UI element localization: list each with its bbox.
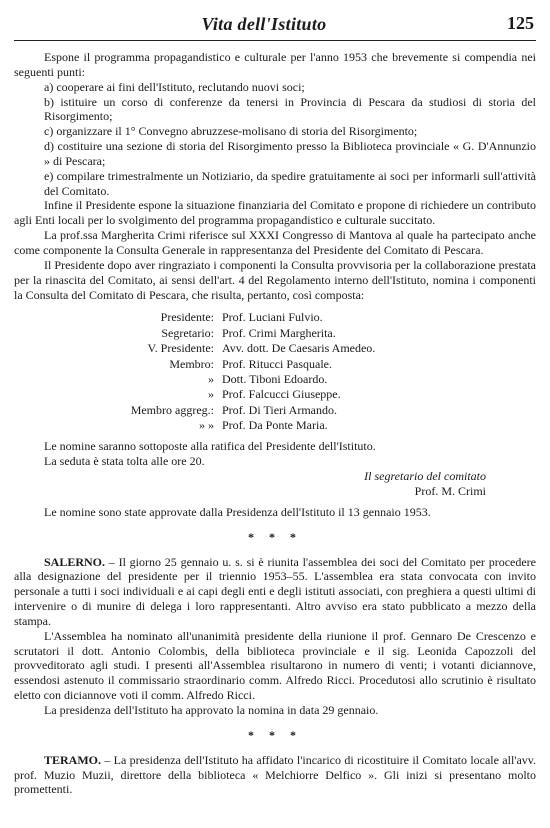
ratification-line: Le nomine saranno sottoposte alla ratifica del Presidente dell'Istituto. [44, 439, 376, 454]
finance-paragraph: Infine il Presidente espone la situazione finanziaria del Comitato e propone di richiedere un contributo agli Enti locali per lo svolgimento del programma propagandistico e culturale succitato. [14, 198, 536, 228]
program-point-b: b) istituire un corso di conferenze da tenersi in Provincia di Pescara da studiosi di storia del Risorgimento; [44, 94, 536, 124]
signature-role: Il segretario del comitato [364, 469, 486, 484]
intro-paragraph: Espone il programma propagandistico e culturale per l'anno 1953 che brevemente si compendia nei seguenti punti: [14, 50, 536, 79]
closing-line: La seduta è stata tolta alle ore 20. [44, 454, 205, 469]
header-rule [14, 40, 536, 41]
composition-role: Membro aggreg.: [130, 402, 214, 417]
consulta-paragraph: Il Presidente dopo aver ringraziato i componenti la Consulta provvisoria per la collaborazione prestata per la rinascita del Comitato, ai sensi dell'art. 4 del Regolamento interno dell'Istituto, nomina i componenti la Consulta del Comitato di Pescara, che risulta, pertanto, così composta: [14, 257, 536, 302]
salerno-paragraph [14, 555, 536, 629]
teramo-heading: TERAMO. [44, 752, 101, 767]
composition-name: Dott. Tiboni Edoardo. [222, 371, 328, 386]
program-point-e: e) compilare trimestralmente un Notiziario, da spedire gratuitamente ai soci per informarli sull'attività del Comitato. [44, 168, 536, 198]
program-point-a: a) cooperare ai fini dell'Istituto, reclutando nuovi soci; [44, 79, 305, 94]
header-title: Vita dell'Istituto [201, 14, 327, 34]
salerno-heading: SALERNO. [44, 554, 106, 569]
composition-list [14, 310, 536, 433]
program-point-c: c) organizzare il 1° Convegno abruzzese-molisano di storia del Risorgimento; [44, 124, 418, 139]
composition-name: Prof. Di Tieri Armando. [222, 402, 338, 417]
composition-row [14, 372, 536, 387]
composition-row [14, 357, 536, 372]
composition-name: Prof. Crimi Margherita. [222, 325, 336, 340]
composition-role: » » [199, 418, 214, 433]
composition-role: Membro: [169, 356, 214, 371]
composition-row [14, 418, 536, 433]
signature-block [14, 469, 536, 499]
composition-role: » [208, 371, 214, 386]
composition-name: Prof. Ritucci Pasquale. [222, 356, 332, 371]
composition-row [14, 403, 536, 418]
composition-role: » [208, 387, 214, 402]
composition-name: Avv. dott. De Caesaris Amedeo. [222, 341, 376, 356]
section-separator: * * * [248, 529, 302, 544]
signature-name: Prof. M. Crimi [414, 484, 486, 498]
teramo-text: – La presidenza dell'Istituto ha affidato l'incarico di ricostituire il Comitato locale all'avv. prof. Muzio Muzii, direttore della biblioteca « Melchiorre Delfico ». Gli inizi si presentano molto promettenti. [14, 752, 536, 797]
composition-role: V. Presidente: [147, 341, 214, 356]
section-separator: * * * [248, 727, 302, 742]
composition-name: Prof. Da Ponte Maria. [222, 418, 328, 433]
composition-row [14, 387, 536, 402]
composition-row [14, 310, 536, 325]
running-header [14, 10, 534, 36]
composition-role: Presidente: [160, 310, 214, 325]
composition-role: Segretario: [161, 325, 214, 340]
composition-row [14, 326, 536, 341]
page-number: 125 [507, 13, 534, 33]
composition-name: Prof. Luciani Fulvio. [222, 310, 323, 325]
approval-line: Le nomine sono state approvate dalla Presidenza dell'Istituto il 13 gennaio 1953. [44, 504, 431, 519]
composition-name: Prof. Falcucci Giuseppe. [222, 387, 341, 402]
composition-row [14, 341, 536, 356]
salerno-assembly-paragraph: L'Assemblea ha nominato all'unanimità presidente della riunione il prof. Gennaro De Crescenzo e scrutatori il dott. Antonio Colombis, della biblioteca provinciale e il sig. Leonida Capozzoli del provveditorato agli studi. I presenti all'Assemblea risultarono in numero di venti; i votanti diciannove, essendosi astenuto il commissario straordinario comm. Alfredo Ricci. Procedutosi allo scrutinio è risultato eletto con diciannove voti il comm. Alfredo Ricci. [14, 628, 536, 703]
congress-paragraph: La prof.ssa Margherita Crimi riferisce sul XXXI Congresso di Mantova al quale ha partecipato anche come componente la Consulta Generale in rappresentanza del Presidente del Comitato di Pescara. [14, 228, 536, 257]
teramo-paragraph [14, 753, 536, 798]
page-body [14, 50, 536, 797]
program-point-d: d) costituire una sezione di storia del Risorgimento presso la Biblioteca provinciale « G. D'Annunzio » di Pescara; [44, 139, 536, 168]
salerno-approval-paragraph: La presidenza dell'Istituto ha approvato la nomina in data 29 gennaio. [44, 702, 379, 717]
salerno-text: – Il giorno 25 gennaio u. s. si è riunita l'assemblea dei soci del Comitato per procedere alla designazione del presidente per il triennio 1953–55. L'assemblea era stata convocata con invito personale a tutti i soci individuali e ai capi degli enti e degli istituti associati, con preghiera a questi ultimi di intervenire o di munire di delega i loro rappresentanti. Altro avviso era stato pubblicato a mezzo della stampa. [14, 554, 536, 628]
